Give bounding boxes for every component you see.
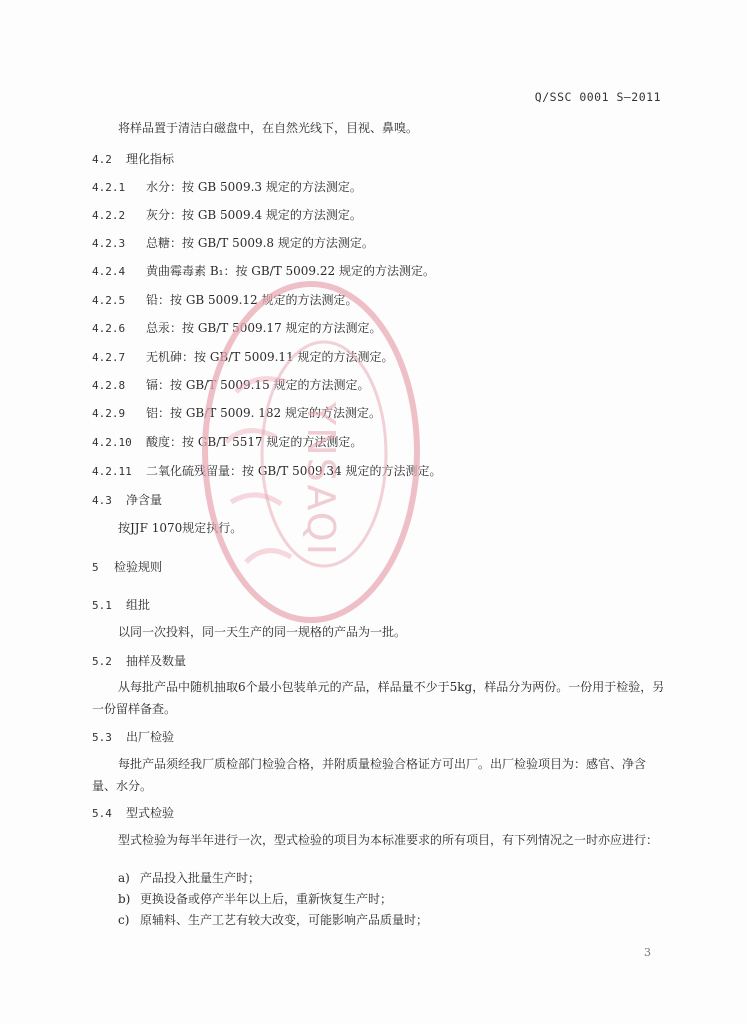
section-title: 检验规则: [114, 560, 163, 574]
section-5-1: [92, 596, 150, 615]
section-title: 理化指标: [126, 152, 175, 166]
section-number: 4.3: [92, 494, 112, 507]
section-5-2-body: 从每批产品中随机抽取6个最小包装单元的产品，样品量不少于5kg，样品分为两份。一份用于检验，另一份留样备查。: [92, 680, 665, 716]
item-4-2-3: [92, 234, 374, 253]
section-4-3-body: 按JJF 1070规定执行。: [118, 521, 243, 535]
item-number: 4.2.7: [92, 351, 126, 364]
list-marker: a): [118, 871, 130, 885]
section-5-2: [92, 652, 186, 671]
section-title: 净含量: [126, 493, 163, 507]
section-5-4: [92, 804, 174, 823]
section-4-2: [92, 150, 174, 169]
list-text: 产品投入批量生产时；: [140, 871, 261, 885]
item-text: 铅：按 GB 5009.12 规定的方法测定。: [146, 293, 358, 307]
item-4-2-10: [92, 433, 362, 452]
section-5-1-body: 以同一次投料，同一天生产的同一规格的产品为一批。: [118, 625, 407, 639]
item-text: 灰分：按 GB 5009.4 规定的方法测定。: [146, 208, 362, 222]
item-4-2-6: [92, 319, 382, 338]
list-marker: c): [118, 913, 130, 927]
section-number: 4.2: [92, 153, 112, 166]
item-4-2-5: [92, 291, 357, 310]
page-number: 3: [644, 946, 651, 959]
section-5-4-body: 型式检验为每半年进行一次，型式检验的项目为本标准要求的所有项目，有下列情况之一时亦应进行：: [118, 833, 659, 847]
item-number: 4.2.10: [92, 436, 132, 449]
item-number: 4.2.8: [92, 379, 126, 392]
item-4-2-8: [92, 376, 370, 395]
list-item-c: [118, 911, 428, 929]
item-number: 4.2.5: [92, 294, 126, 307]
section-title: 抽样及数量: [126, 654, 187, 668]
intro-text: 将样品置于清洁白磁盘中，在自然光线下，目视、鼻嗅。: [118, 121, 419, 135]
item-number: 4.2.2: [92, 209, 126, 222]
item-number: 4.2.6: [92, 322, 126, 335]
section-5-3: [92, 728, 174, 747]
section-number: 5.4: [92, 807, 112, 820]
item-4-2-4: [92, 262, 435, 281]
section-number: 5: [92, 561, 99, 574]
section-5-3-body: 每批产品须经我厂质检部门检验合格，并附质量检验合格证方可出厂。出厂检验项目为：感官、净含量、水分。: [92, 757, 647, 793]
section-number: 5.1: [92, 599, 112, 612]
item-number: 4.2.9: [92, 407, 126, 420]
item-text: 无机砷：按 GB/T 5009.11 规定的方法测定。: [146, 350, 394, 364]
item-text: 总汞：按 GB/T 5009.17 规定的方法测定。: [146, 321, 382, 335]
section-title: 组批: [126, 598, 151, 612]
item-text: 铝：按 GB/T 5009. 182 规定的方法测定。: [146, 406, 381, 420]
section-number: 5.3: [92, 731, 112, 744]
section-4-3: [92, 491, 162, 510]
list-text: 更换设备或停产半年以上后，重新恢复生产时；: [140, 892, 393, 906]
item-4-2-2: [92, 206, 362, 225]
standard-code: Q/SSC 0001 S—2011: [534, 90, 661, 104]
list-text: 原辅料、生产工艺有较大改变，可能影响产品质量时；: [140, 913, 429, 927]
item-text: 镉：按 GB/T 5009.15 规定的方法测定。: [146, 378, 370, 392]
item-4-2-9: [92, 404, 381, 423]
item-number: 4.2.3: [92, 237, 126, 250]
list-item-a: [118, 869, 260, 887]
section-number: 5.2: [92, 655, 112, 668]
section-title: 出厂检验: [126, 730, 175, 744]
item-text: 水分：按 GB 5009.3 规定的方法测定。: [146, 180, 362, 194]
list-item-b: [118, 890, 392, 908]
list-marker: b): [118, 892, 131, 906]
section-5: [92, 558, 162, 577]
item-number: 4.2.4: [92, 265, 126, 278]
item-4-2-7: [92, 348, 394, 367]
item-4-2-1: [92, 178, 362, 197]
item-text: 总糖：按 GB/T 5009.8 规定的方法测定。: [146, 236, 374, 250]
item-text: 黄曲霉毒素 B₁：按 GB/T 5009.22 规定的方法测定。: [146, 264, 435, 278]
item-text: 二氧化硫残留量：按 GB/T 5009.34 规定的方法测定。: [146, 464, 442, 478]
item-4-2-11: [92, 462, 442, 481]
item-text: 酸度：按 GB/T 5517 规定的方法测定。: [146, 435, 363, 449]
seal-lettering: YNSAQI: [299, 402, 343, 557]
item-number: 4.2.11: [92, 465, 132, 478]
section-title: 型式检验: [126, 806, 175, 820]
item-number: 4.2.1: [92, 181, 126, 194]
